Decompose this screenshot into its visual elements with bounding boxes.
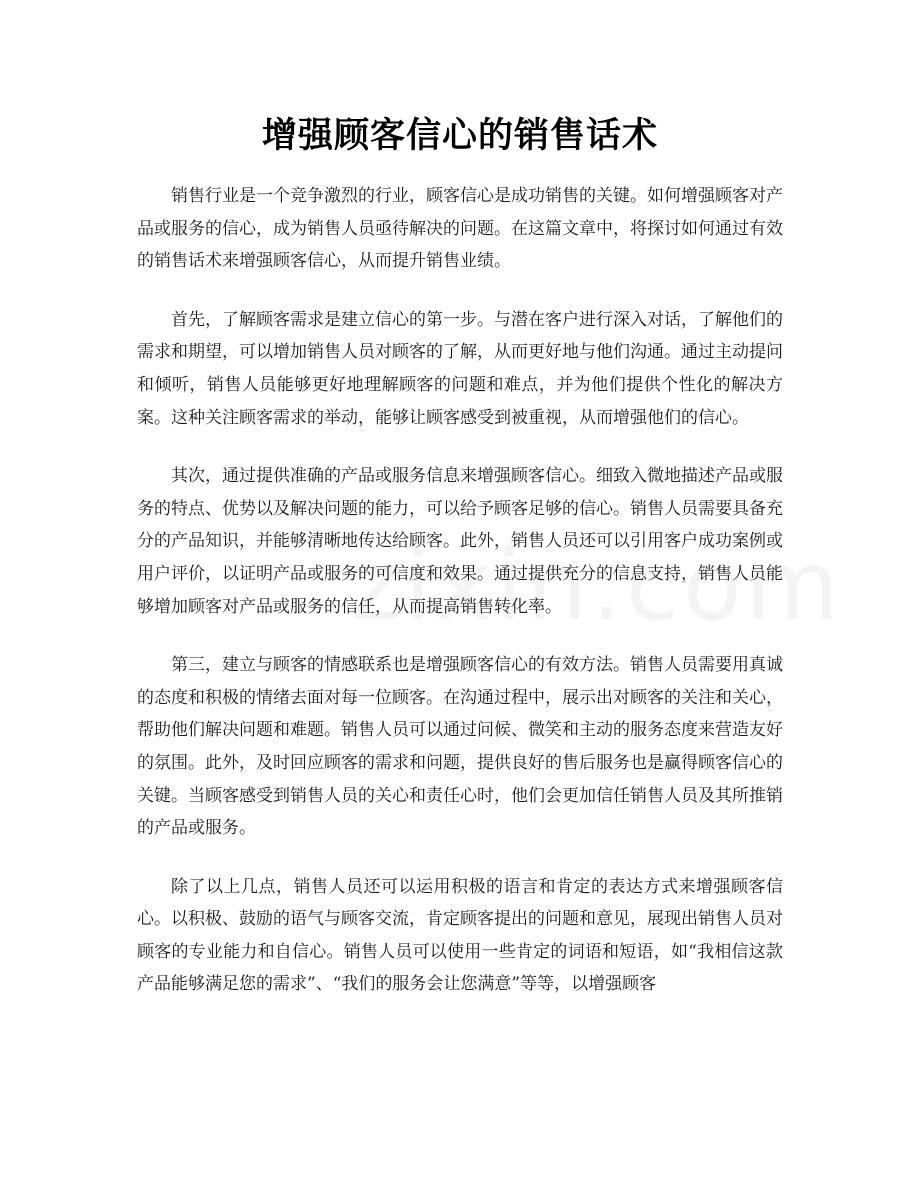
- document-title: 增强顾客信心的销售话术: [261, 115, 658, 156]
- document-body: [137, 180, 783, 1027]
- paragraph-4: 第三，建立与顾客的情感联系也是增强顾客信心的有效方法。销售人员需要用真诚的态度和积极的情绪去面对每一位顾客。在沟通过程中，展示出对顾客的关注和关心，帮助他们解决问题和难题。销售人员可以通过问候、微笑和主动的服务态度来营造友好的氛围。此外，及时回应顾客的需求和问题，提供良好的售后服务也是赢得顾客信心的关键。当顾客感受到销售人员的关心和责任心时，他们会更加信任销售人员及其所推销的产品或服务。: [137, 655, 783, 839]
- paragraph-3: 其次，通过提供准确的产品或服务信息来增强顾客信心。细致入微地描述产品或服务的特点、优势以及解决问题的能力，可以给予顾客足够的信心。销售人员需要具备充分的产品知识，并能够清晰地传达给顾客。此外，销售人员还可以引用客户成功案例或用户评价，以证明产品或服务的可信度和效果。通过提供充分的信息支持，销售人员能够增加顾客对产品或服务的信任，从而提高销售转化率。: [137, 466, 783, 617]
- paragraph-2: 首先，了解顾客需求是建立信心的第一步。与潜在客户进行深入对话，了解他们的需求和期望，可以增加销售人员对顾客的了解，从而更好地与他们沟通。通过主动提问和倾听，销售人员能够更好地理解顾客的问题和难点，并为他们提供个性化的解决方案。这种关注顾客需求的举动，能够让顾客感受到被重视，从而增强他们的信心。: [137, 309, 783, 428]
- paragraph-1: 销售行业是一个竞争激烈的行业，顾客信心是成功销售的关键。如何增强顾客对产品或服务的信心，成为销售人员亟待解决的问题。在这篇文章中，将探讨如何通过有效的销售话术来增强顾客信心，从而提升销售业绩。: [137, 186, 783, 272]
- paragraph-5: 除了以上几点，销售人员还可以运用积极的语言和肯定的表达方式来增强顾客信心。以积极、鼓励的语气与顾客交流，肯定顾客提出的问题和意见，展现出销售人员对顾客的专业能力和自信心。销售人员可以使用一些肯定的词语和短语，如“我相信这款产品能够满足您的需求”、“我们的服务会让您满意”等等，以增强顾客: [137, 876, 783, 995]
